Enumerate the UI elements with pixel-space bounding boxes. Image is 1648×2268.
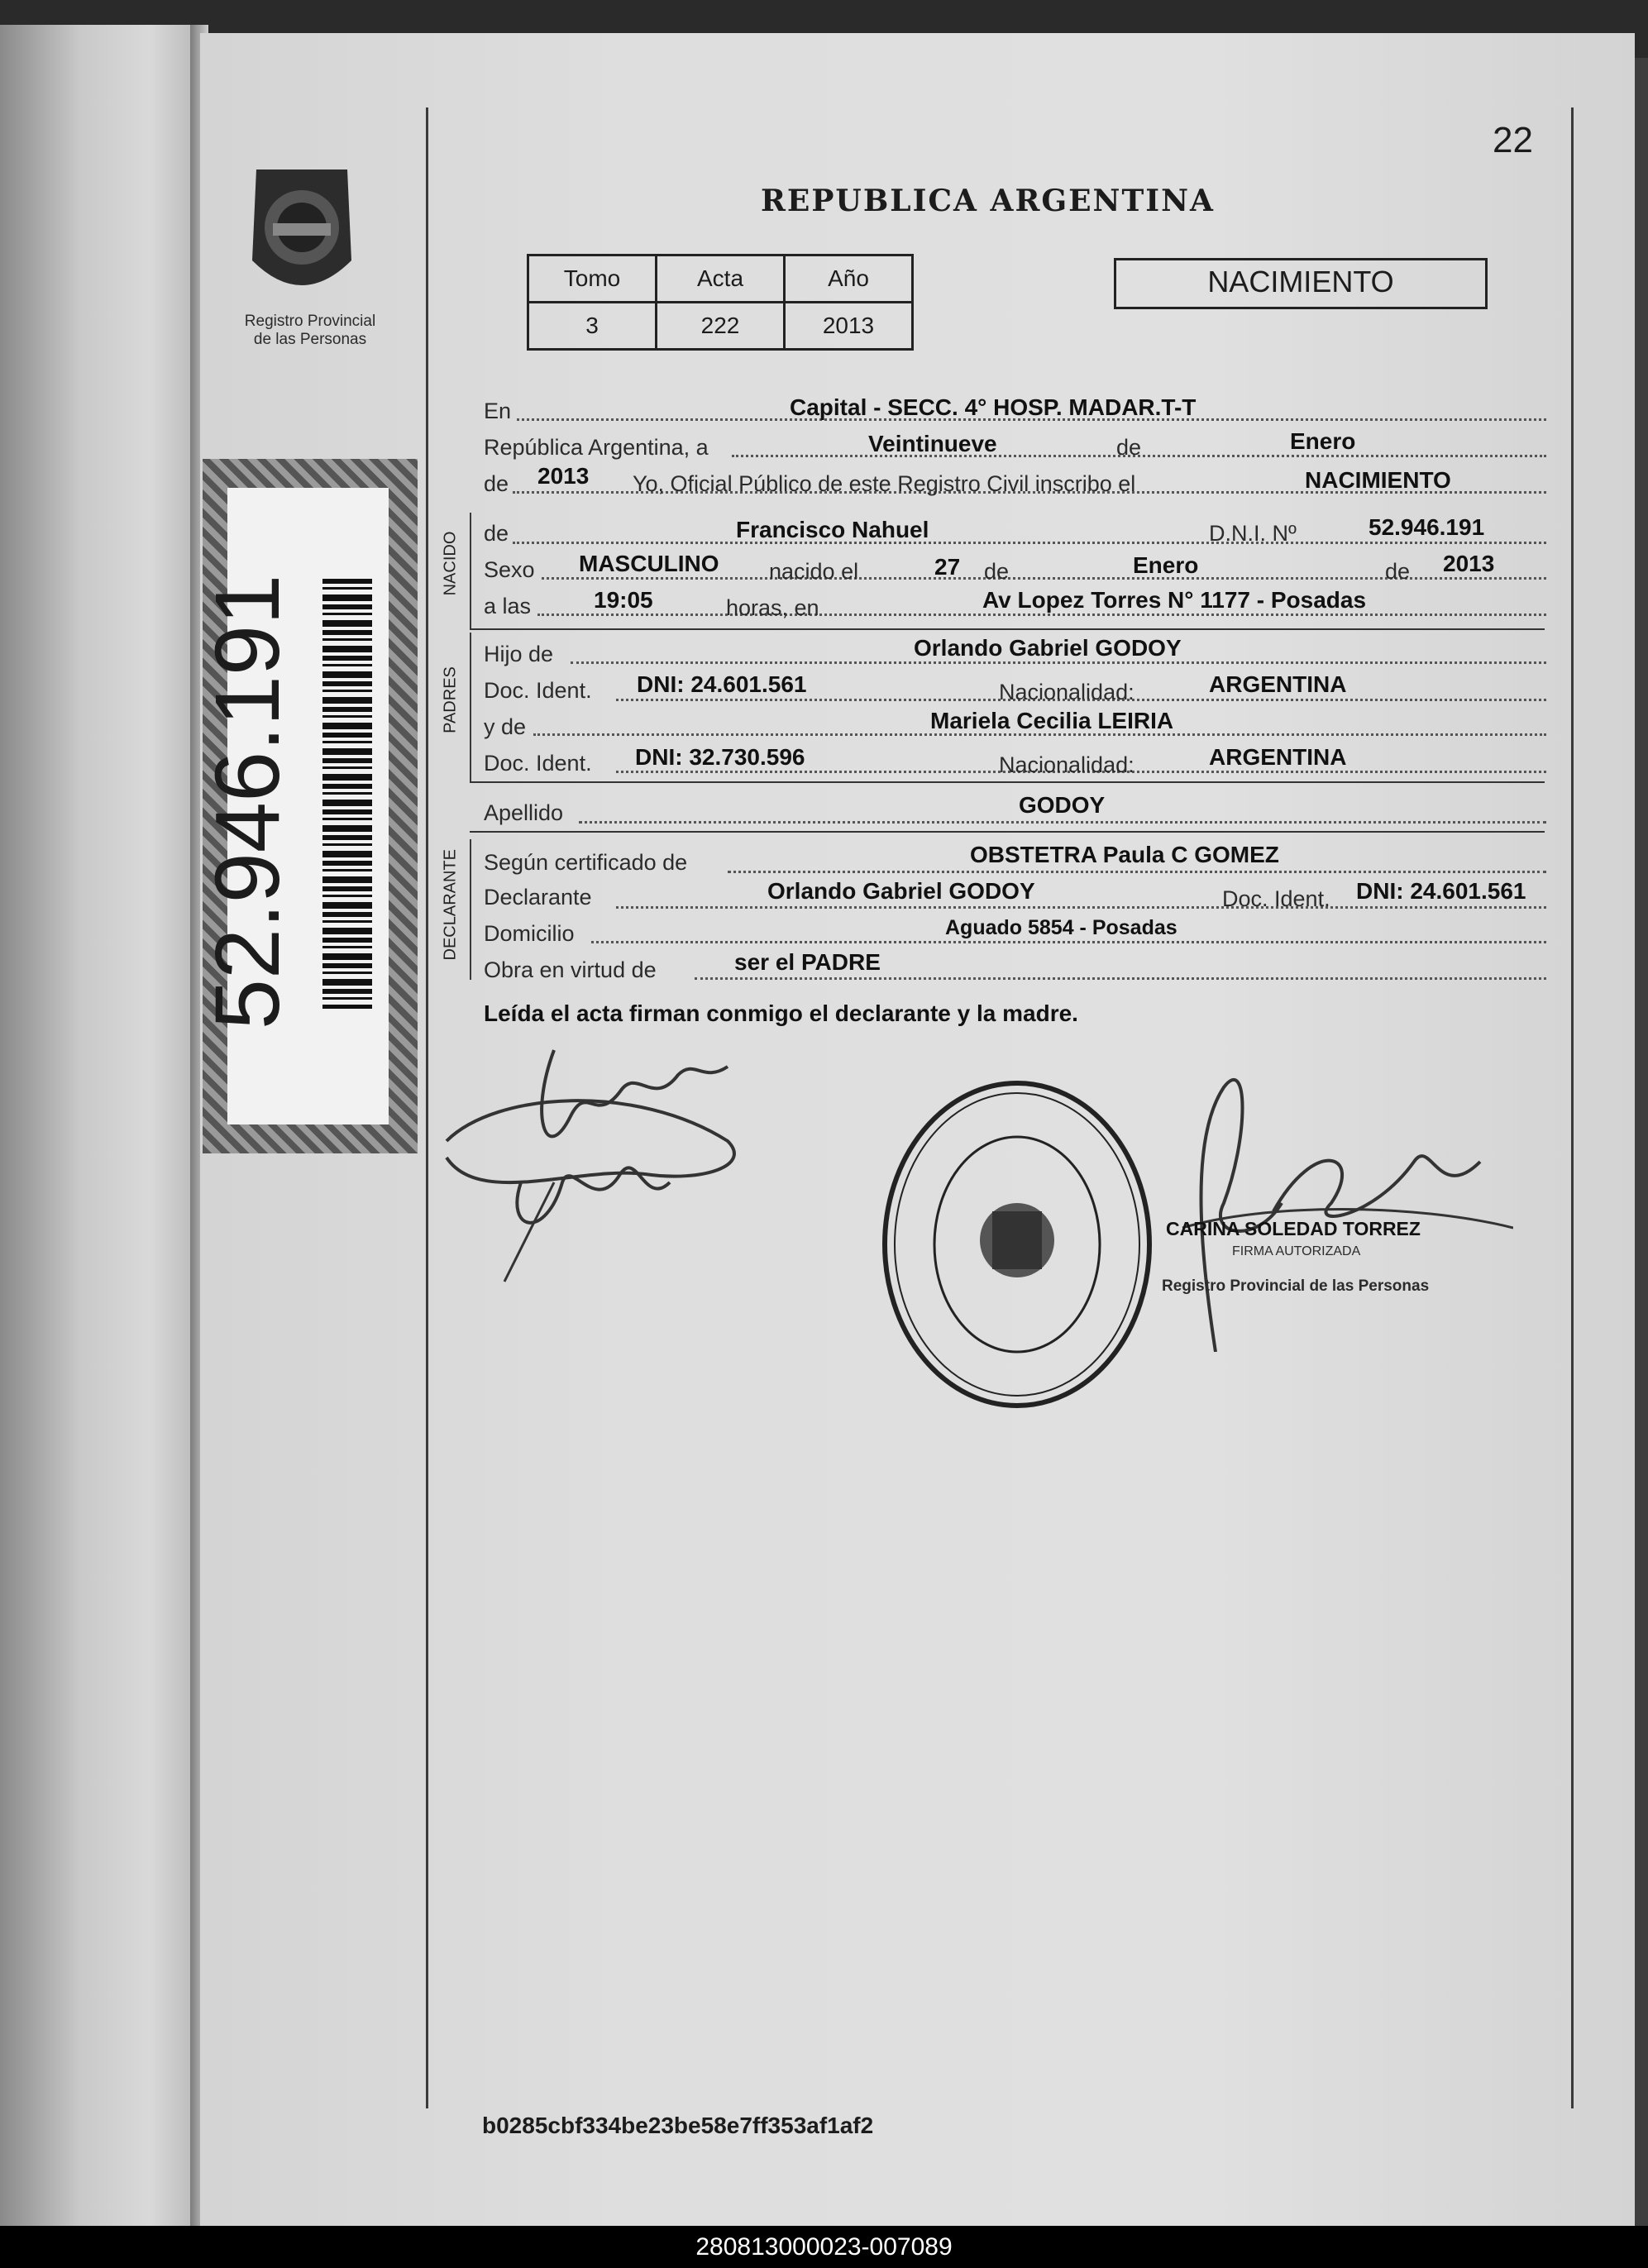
month-value: Enero [1290, 428, 1356, 454]
official-name: CARINA SOLEDAD TORREZ [1166, 1218, 1421, 1239]
de-label: de [984, 559, 1010, 584]
apellido-label: Apellido [484, 800, 564, 825]
anio-value: 2013 [785, 303, 913, 350]
section-divider [470, 628, 1545, 630]
sexo-value: MASCULINO [579, 551, 719, 576]
sexo-label: Sexo [484, 557, 535, 582]
barcode-number: 52.946.191 [197, 574, 299, 1030]
document-hash: b0285cbf334be23be58e7ff353af1af2 [482, 2113, 874, 2138]
de-label: de [1116, 435, 1142, 460]
nacionalidad-label: Nacionalidad: [999, 680, 1134, 704]
section-divider [470, 781, 1545, 783]
official-seal [877, 1075, 1158, 1414]
acta-value: 222 [657, 303, 785, 350]
closing-text: Leída el acta firman conmigo el declarante y la madre. [484, 1000, 1078, 1026]
horas-label: horas, en [726, 595, 819, 620]
official-signature [1166, 1038, 1513, 1352]
register-table-header [528, 255, 913, 303]
declarante-section-label: DECLARANTE [441, 849, 460, 961]
child-dni-value: 52.946.191 [1369, 514, 1485, 540]
republica-label: República Argentina, a [484, 435, 709, 460]
nacido-de-label: de [484, 521, 509, 546]
day-words-value: Veintinueve [868, 431, 997, 456]
birth-time-value: 19:05 [594, 587, 653, 613]
registry-name [227, 313, 393, 349]
birth-month-value: Enero [1133, 552, 1199, 578]
doc-ident-label: Doc. Ident. [484, 751, 592, 776]
declarante-value: Orlando Gabriel GODOY [767, 878, 1035, 904]
dotted-line [728, 871, 1546, 873]
certificado-value: OBSTETRA Paula C GOMEZ [970, 842, 1279, 867]
province-logo [240, 161, 364, 310]
left-page [0, 25, 200, 2228]
table-header-anio: Año [785, 255, 913, 303]
mother-name-value: Mariela Cecilia LEIRIA [930, 708, 1174, 733]
de-label: de [1385, 559, 1411, 584]
father-doc-value: DNI: 24.601.561 [637, 671, 807, 697]
y-de-label: y de [484, 714, 527, 739]
document-title: REPUBLICA ARGENTINA [761, 184, 1215, 218]
domicilio-value: Aguado 5854 - Posadas [945, 916, 1177, 939]
dotted-line [591, 941, 1546, 943]
dotted-line [579, 821, 1546, 824]
place-value: Capital - SECC. 4° HOSP. MADAR.T-T [790, 394, 1197, 420]
dotted-line [513, 542, 1546, 544]
de-label: de [484, 471, 509, 496]
table-header-tomo: Tomo [528, 255, 657, 303]
padres-section-label: PADRES [441, 666, 460, 733]
child-name-value: Francisco Nahuel [736, 517, 929, 542]
mother-nationality-value: ARGENTINA [1209, 744, 1347, 770]
declarant-signature [430, 1017, 777, 1290]
nacido-el-label: nacido el [769, 559, 859, 584]
registry-name-line1: Registro Provincial [244, 313, 376, 330]
dotted-line [616, 906, 1546, 909]
dotted-line [537, 614, 1546, 616]
table-header-acta: Acta [657, 255, 785, 303]
scan-id-footer: 280813000023-007089 [0, 2226, 1648, 2268]
doc-ident-label: Doc. Ident. [1222, 886, 1330, 911]
apellido-value: GODOY [1019, 792, 1106, 818]
barcode-bars [322, 579, 372, 1009]
section-divider [470, 831, 1545, 833]
inscribed-value: NACIMIENTO [1305, 467, 1451, 493]
nacionalidad-label: Nacionalidad: [999, 752, 1134, 777]
official-role: FIRMA AUTORIZADA [1232, 1244, 1361, 1258]
yo-text: Yo, Oficial Público de este Registro Civil inscribo el [633, 471, 1136, 496]
tomo-value: 3 [528, 303, 657, 350]
en-label: En [484, 399, 512, 423]
official-office: Registro Provincial de las Personas [1162, 1277, 1430, 1295]
doc-ident-label: Doc. Ident. [484, 678, 592, 703]
declarante-label: Declarante [484, 885, 592, 910]
hijo-de-label: Hijo de [484, 642, 554, 666]
father-nationality-value: ARGENTINA [1209, 671, 1347, 697]
obra-label: Obra en virtud de [484, 957, 657, 982]
mother-doc-value: DNI: 32.730.596 [635, 744, 805, 770]
a-las-label: a las [484, 594, 532, 618]
year-value: 2013 [537, 463, 590, 489]
domicilio-label: Domicilio [484, 921, 575, 946]
page-margin-line-left [426, 107, 428, 2108]
page-number: 22 [1493, 120, 1533, 160]
certificado-label: Según certificado de [484, 850, 688, 875]
dni-label: D.N.I. Nº [1209, 521, 1297, 546]
page-margin-line-right [1571, 107, 1574, 2108]
dotted-line [695, 977, 1546, 980]
declarante-doc-value: DNI: 24.601.561 [1356, 878, 1526, 904]
birth-place-value: Av Lopez Torres N° 1177 - Posadas [982, 587, 1367, 613]
obra-value: ser el PADRE [734, 949, 881, 975]
father-name-value: Orlando Gabriel GODOY [914, 635, 1182, 661]
register-table [527, 254, 914, 351]
birth-year-value: 2013 [1443, 551, 1495, 576]
register-table-row [528, 303, 913, 350]
birth-day-value: 27 [934, 554, 961, 580]
dotted-line [571, 661, 1546, 664]
nacido-section-label: NACIDO [441, 531, 460, 596]
act-type-box: NACIMIENTO [1114, 258, 1488, 309]
registry-name-line2: de las Personas [253, 331, 367, 348]
